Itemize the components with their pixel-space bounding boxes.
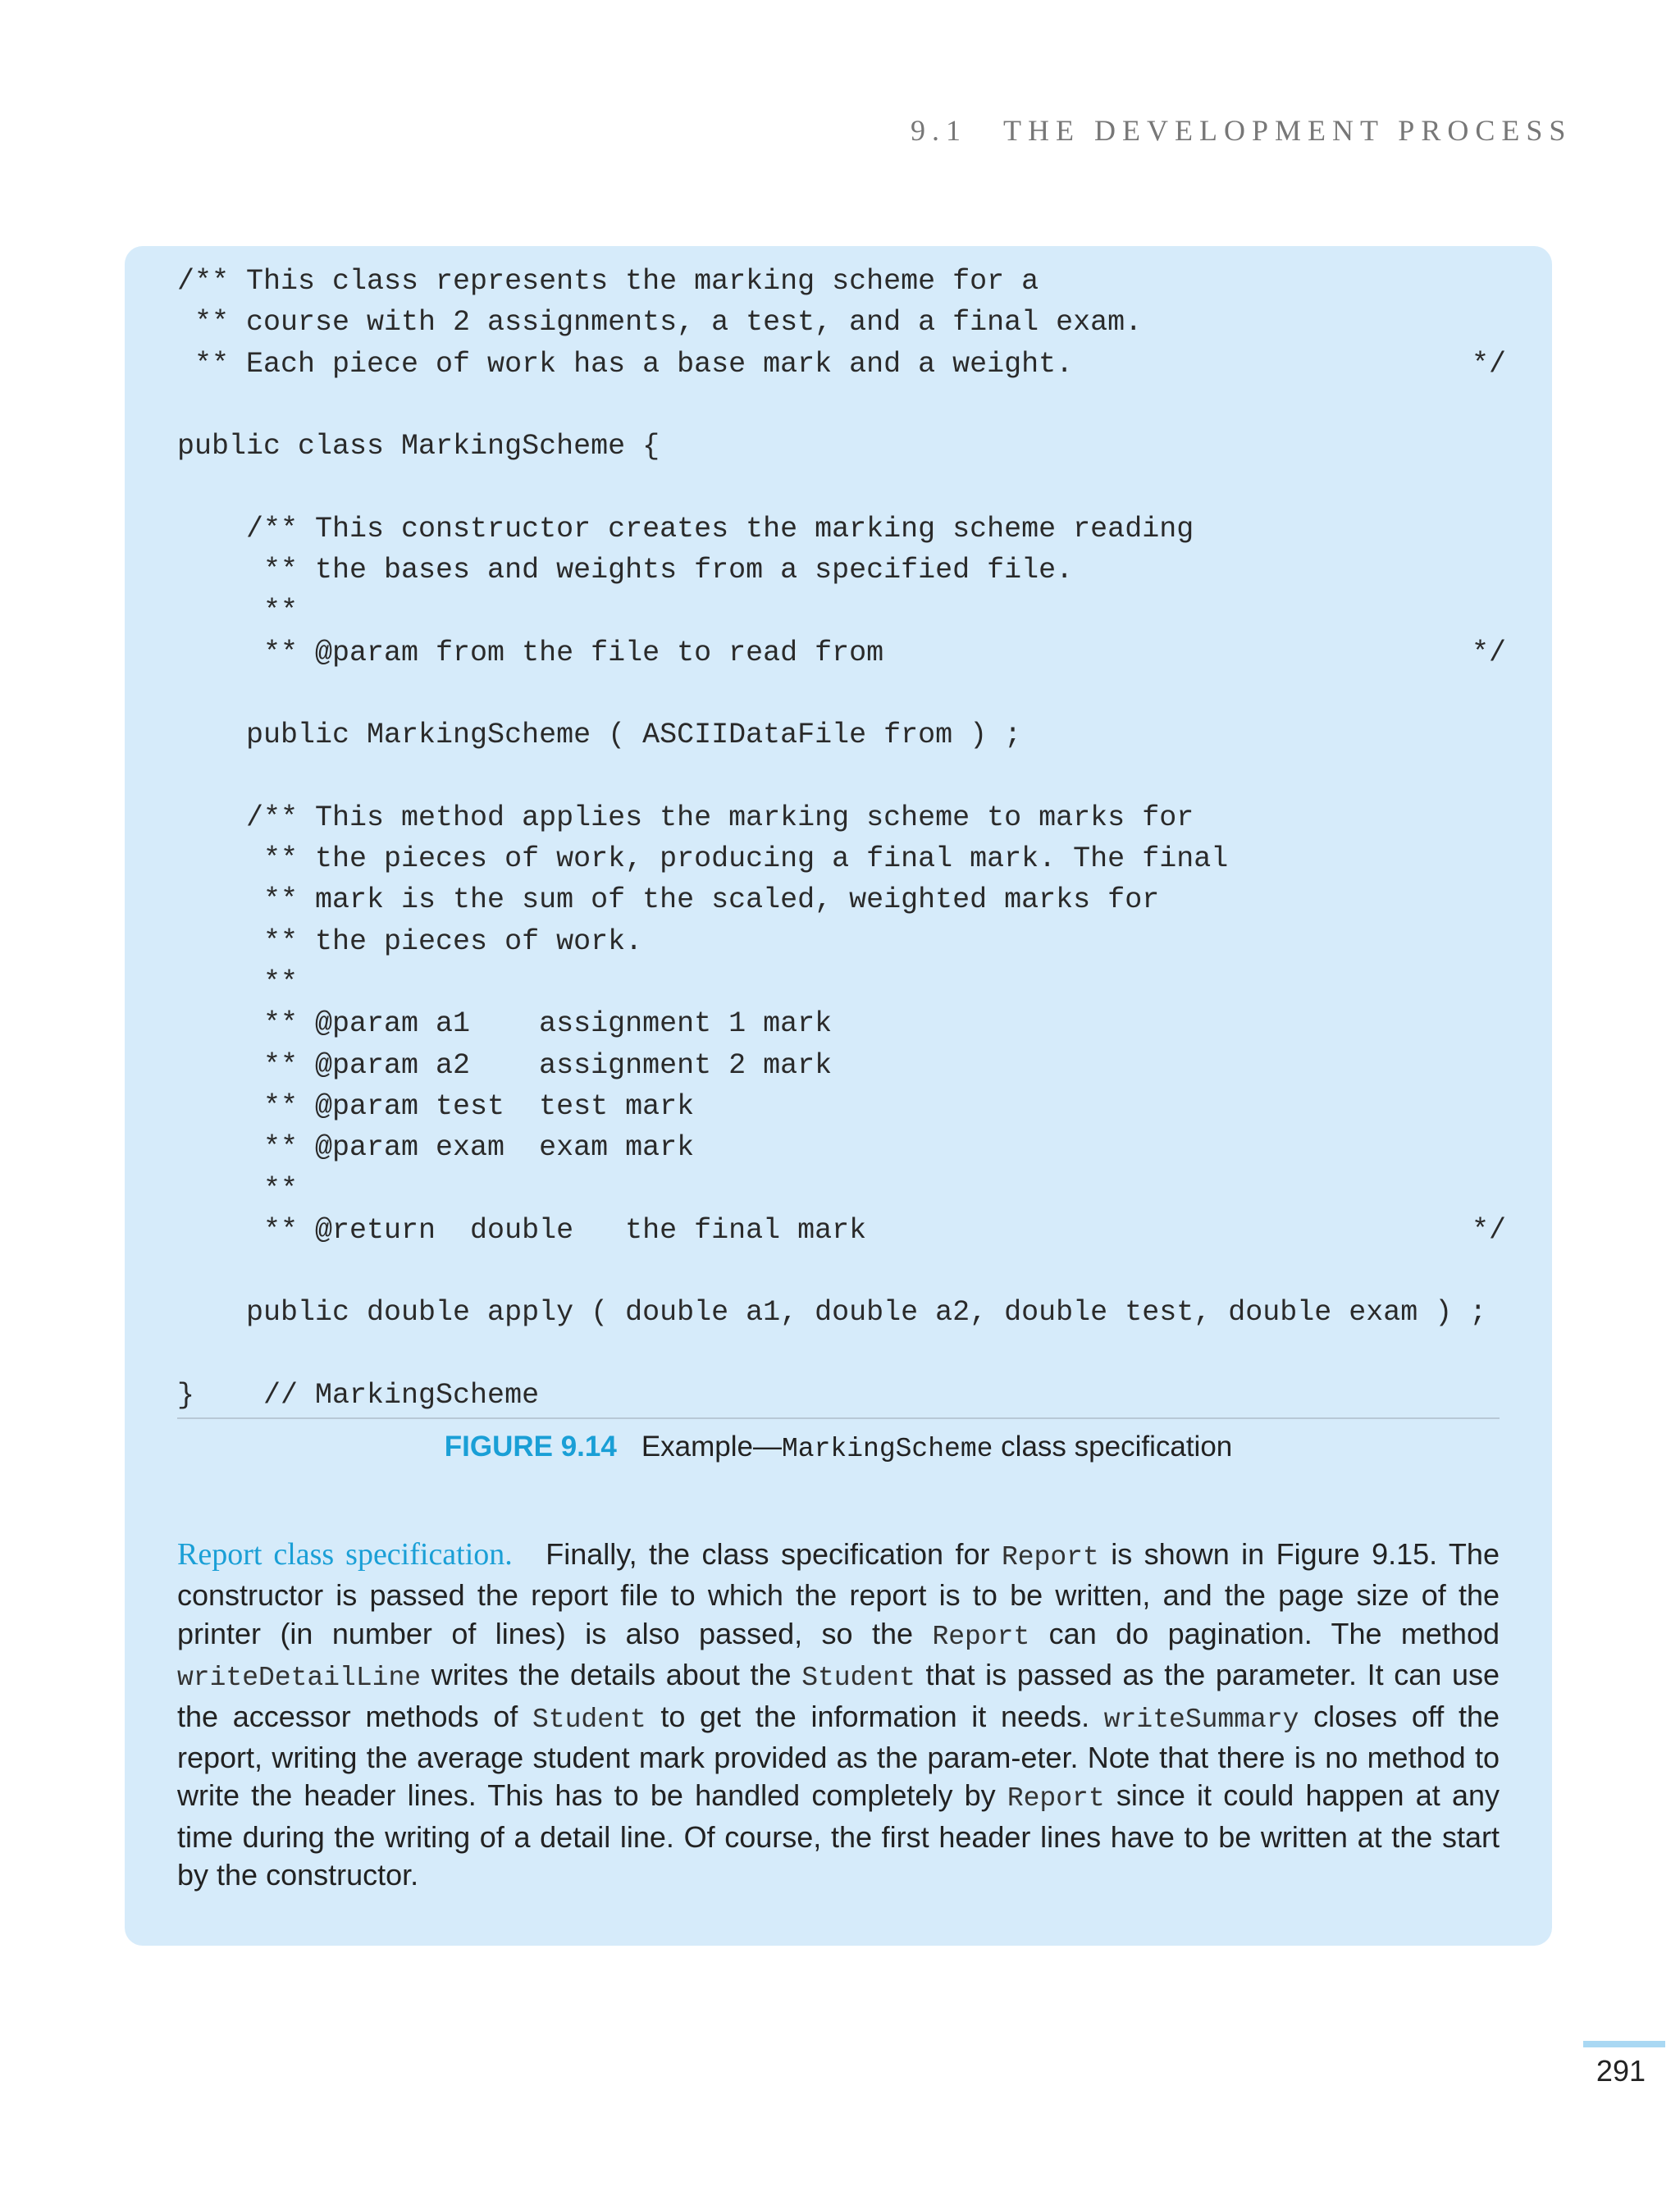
paragraph-text: to get the information it needs. <box>646 1699 1104 1733</box>
code-text: ** @return double the final mark <box>177 1213 867 1247</box>
content-panel <box>125 246 1552 1946</box>
code-line <box>177 921 1506 962</box>
body-paragraph <box>177 1536 1500 1895</box>
code-line <box>177 1210 1506 1251</box>
section-number: 9.1 <box>911 114 967 147</box>
code-line <box>177 1003 1506 1044</box>
figure-rule <box>177 1417 1500 1419</box>
code-line <box>177 550 1506 591</box>
figure-label: FIGURE 9.14 <box>444 1431 617 1463</box>
code-line <box>177 1251 1506 1292</box>
code-line <box>177 632 1506 673</box>
inline-code: Student <box>801 1663 915 1694</box>
code-line <box>177 714 1506 755</box>
code-line <box>177 426 1506 467</box>
run-in-heading: Report class specification. <box>177 1537 513 1572</box>
inline-code: Report <box>1001 1542 1099 1572</box>
code-line <box>177 1334 1506 1375</box>
paragraph-text: that is passed as the parameter. It can use the accessor methods of <box>177 1658 1500 1733</box>
code-listing <box>177 261 1506 1416</box>
code-line <box>177 261 1506 302</box>
code-line <box>177 1292 1506 1333</box>
page-number: 291 <box>1596 2054 1646 2088</box>
code-text: } // MarkingScheme <box>177 1379 540 1413</box>
code-text: ** mark is the sum of the scaled, weighted marks for <box>177 883 1160 917</box>
code-text: ** Each piece of work has a base mark and a weight. <box>177 347 1074 381</box>
code-line <box>177 673 1506 714</box>
code-line <box>177 797 1506 838</box>
code-text: ** <box>177 595 299 628</box>
code-line <box>177 838 1506 879</box>
caption-suffix: class specification <box>993 1431 1233 1463</box>
code-text: ** @param a1 assignment 1 mark <box>177 1007 833 1041</box>
inline-code: Report <box>1007 1783 1105 1814</box>
code-text: /** This class represents the marking scheme for a <box>177 265 1039 298</box>
inline-code: writeSummary <box>1103 1704 1299 1735</box>
paragraph-text: closes off the report, writing the average student mark provided as the param-eter. Note that there is no method to write the header lines. This has to be handled completely by <box>177 1699 1500 1813</box>
running-head <box>911 113 1573 148</box>
paragraph-text: since it could happen at any time during the writing of a detail line. Of course, the first header lines have to be written at the start by the constructor. <box>177 1778 1500 1892</box>
figure-caption <box>125 1431 1552 1464</box>
code-text: ** the bases and weights from a specified file. <box>177 554 1074 587</box>
code-text: ** @param from the file to read from <box>177 636 884 669</box>
code-text: ** @param a2 assignment 2 mark <box>177 1048 833 1082</box>
code-text: ** @param test test mark <box>177 1089 695 1123</box>
code-text: /** This method applies the marking scheme to marks for <box>177 801 1194 834</box>
inline-code: Report <box>932 1621 1030 1652</box>
code-text: ** <box>177 966 299 1000</box>
code-text: ** course with 2 assignments, a test, and a final exam. <box>177 306 1143 340</box>
comment-close: */ <box>1471 1213 1506 1247</box>
inline-code: writeDetailLine <box>177 1663 422 1694</box>
code-text: /** This constructor creates the marking scheme reading <box>177 512 1194 545</box>
paragraph-text: can do pagination. The method <box>1029 1616 1500 1650</box>
code-line <box>177 962 1506 1003</box>
paragraph-text: is shown in Figure 9.15. The constructor is passed the report file to which the report is to be written, and the page size of the printer (in number of lines) is also passed, so the <box>177 1537 1500 1650</box>
paragraph-text: Finally, the class specification for <box>546 1537 1002 1571</box>
caption-code: MarkingScheme <box>782 1434 993 1464</box>
comment-close: */ <box>1471 347 1506 381</box>
code-text: public double apply ( double a1, double a2, double test, double exam ) ; <box>177 1296 1487 1330</box>
code-line <box>177 1127 1506 1168</box>
code-line <box>177 879 1506 920</box>
code-line <box>177 385 1506 426</box>
code-line <box>177 1045 1506 1086</box>
code-line <box>177 756 1506 797</box>
code-text: ** @param exam exam mark <box>177 1131 695 1165</box>
inline-code: Student <box>532 1704 646 1735</box>
code-text: ** the pieces of work. <box>177 924 643 958</box>
folio-bar <box>1583 2041 1665 2047</box>
code-line <box>177 1086 1506 1127</box>
code-line <box>177 1169 1506 1210</box>
comment-close: */ <box>1471 636 1506 669</box>
code-text: public class MarkingScheme { <box>177 430 660 463</box>
code-text: public MarkingScheme ( ASCIIDataFile from ) ; <box>177 719 1022 752</box>
code-line <box>177 467 1506 508</box>
code-line <box>177 591 1506 632</box>
code-text: ** <box>177 1172 299 1206</box>
code-line <box>177 509 1506 550</box>
code-line <box>177 302 1506 343</box>
code-text: ** the pieces of work, producing a final mark. The final <box>177 842 1229 876</box>
code-line <box>177 344 1506 385</box>
section-title: THE DEVELOPMENT PROCESS <box>1003 114 1573 147</box>
code-line <box>177 1375 1506 1416</box>
caption-prefix: Example— <box>641 1431 782 1463</box>
paragraph-text: writes the details about the <box>421 1658 802 1692</box>
